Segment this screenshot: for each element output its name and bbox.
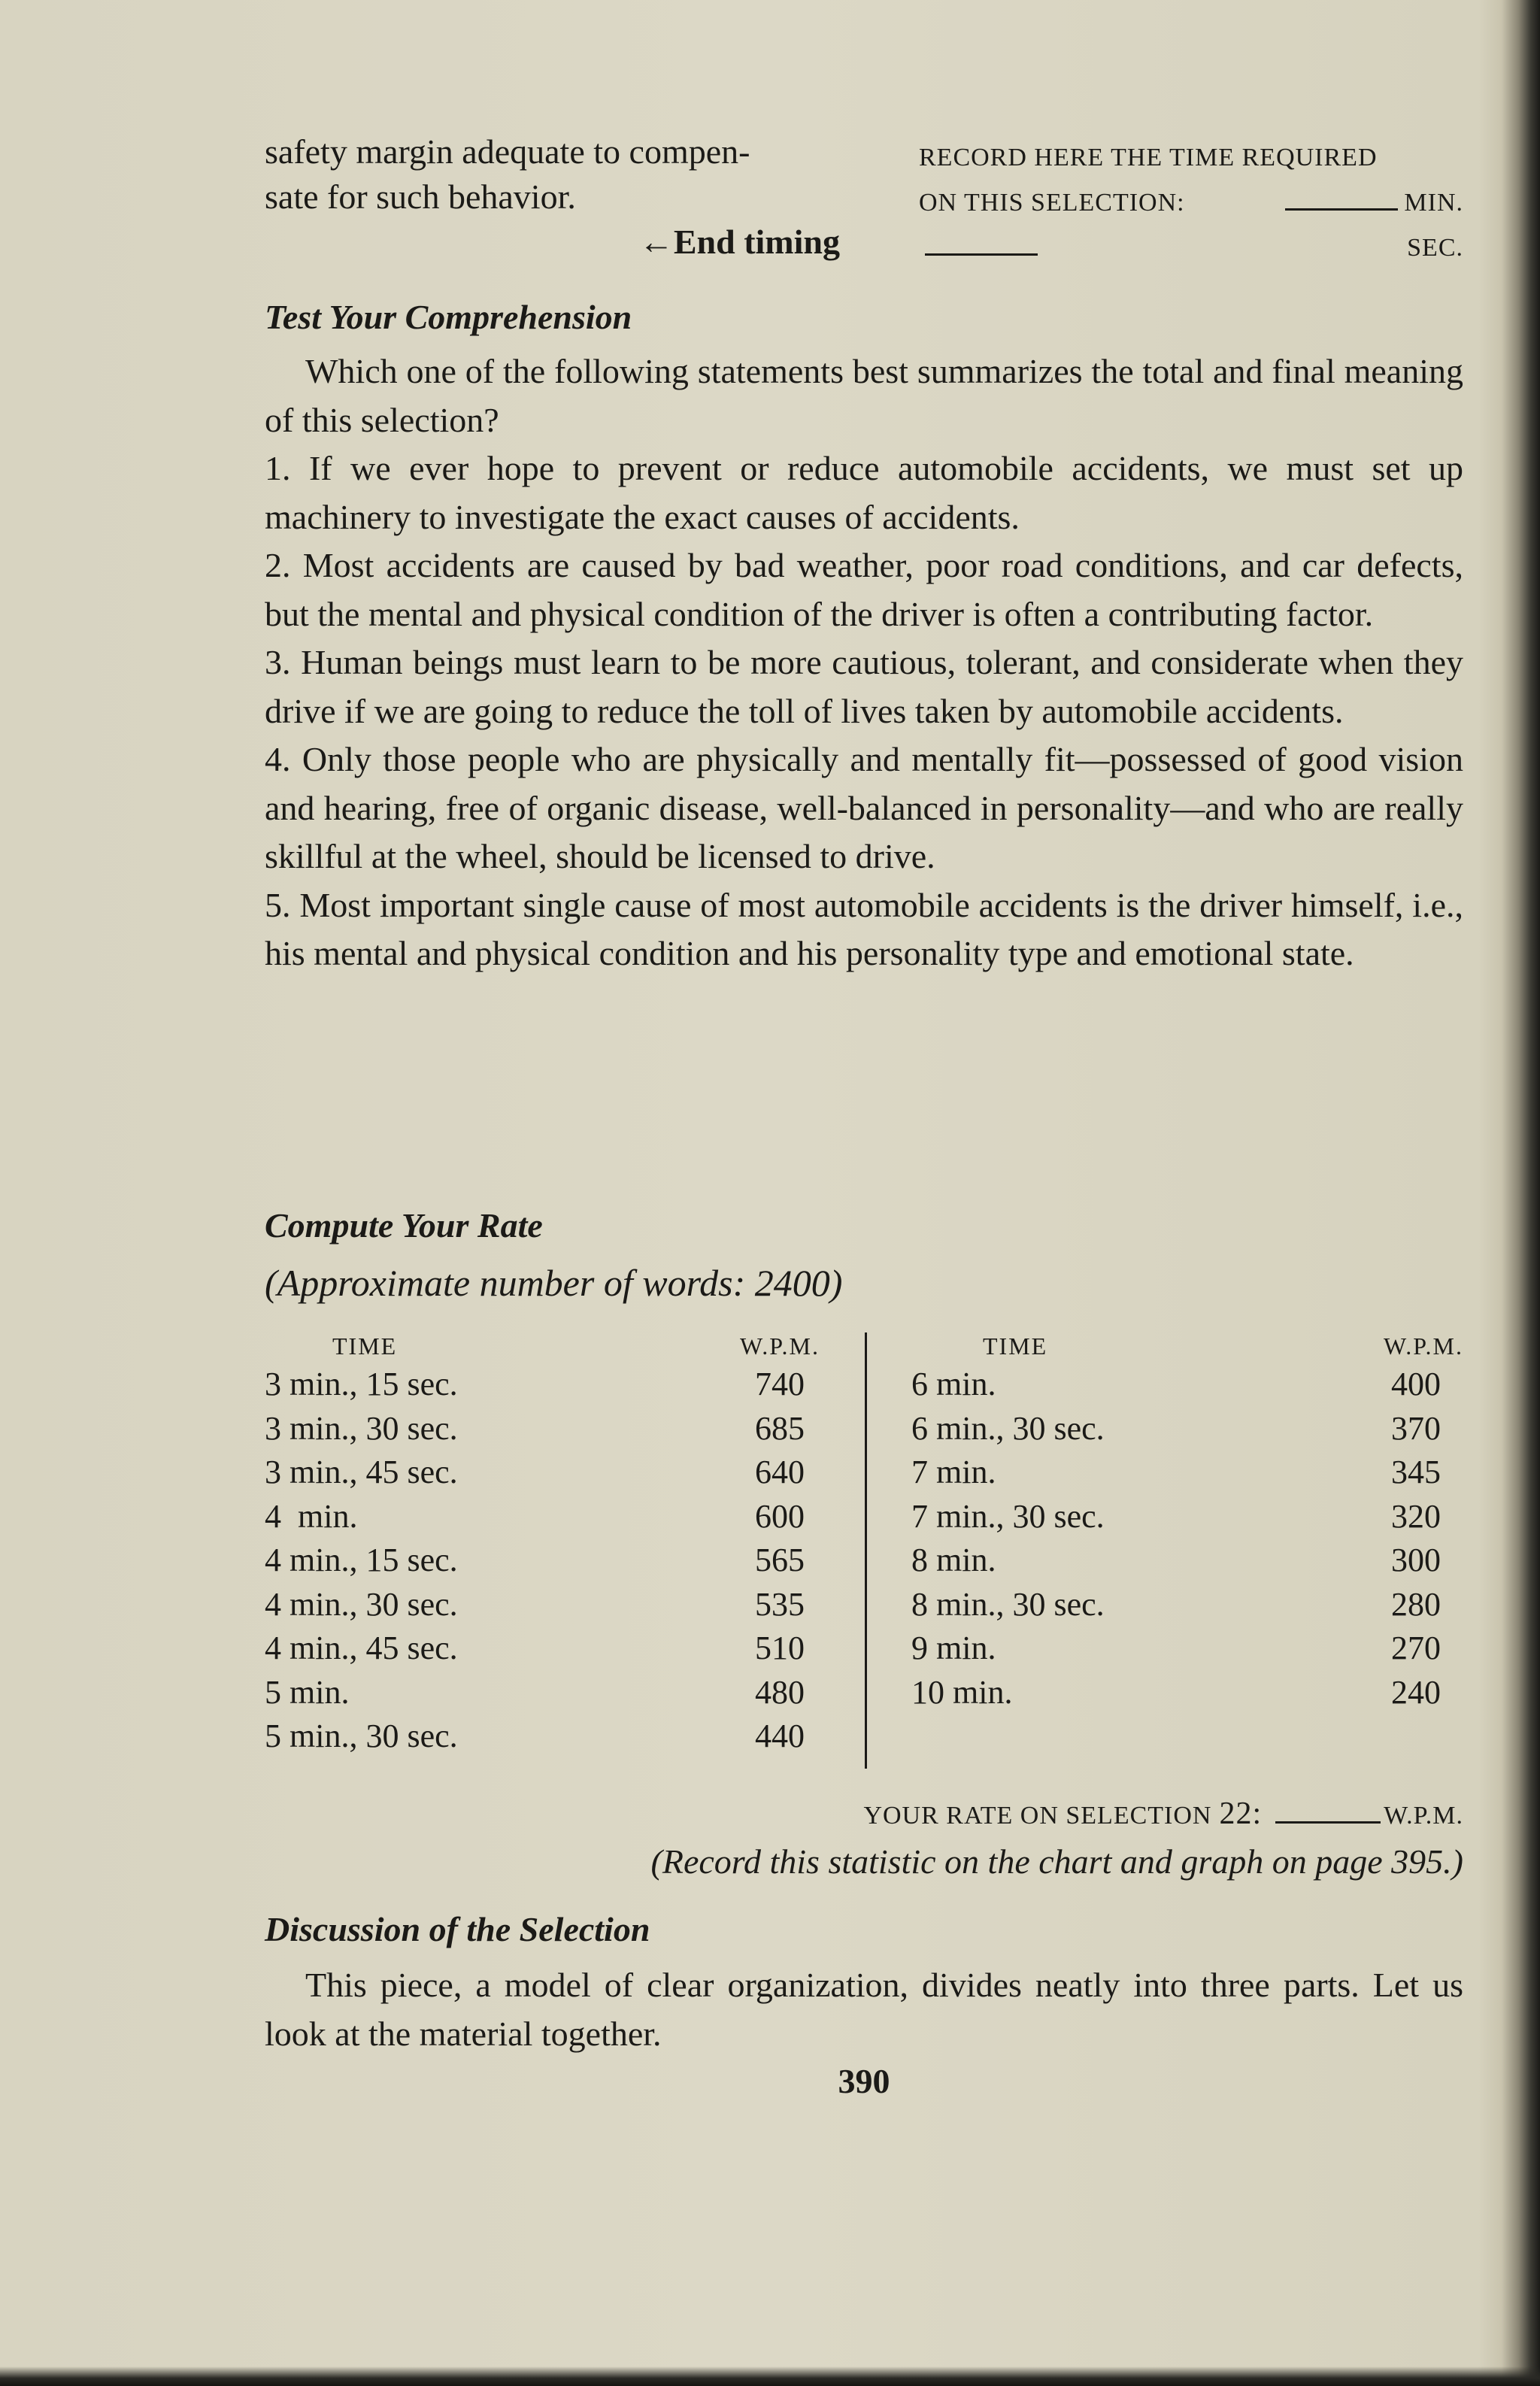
wpm-cell: 740 [755,1366,805,1402]
table-row [911,1495,1463,1539]
wpm-cell: 510 [755,1630,805,1666]
table-row [265,1627,836,1671]
your-rate-label: YOUR RATE ON SELECTION [863,1802,1212,1830]
table-row [265,1583,836,1627]
min-label: MIN. [1404,189,1463,217]
wpm-column-header: W.P.M. [740,1332,820,1360]
time-cell: 3 min., 45 sec. [265,1454,458,1490]
end-timing-marker: ←End timing [638,223,840,261]
wpm-column-header: W.P.M. [1384,1332,1463,1360]
table-row [911,1539,1463,1583]
comprehension-question: Which one of the following statements best summarizes the total and final meaning of this selection? [265,352,1463,439]
wpm-cell: 320 [1391,1497,1441,1535]
time-cell: 8 min., 30 sec. [911,1585,1105,1623]
discussion-heading: Discussion of the Selection [265,1910,650,1948]
time-cell: 3 min., 15 sec. [265,1366,458,1402]
wpm-cell: 480 [755,1673,805,1711]
wpm-cell: 400 [1391,1366,1441,1402]
time-cell: 4 min. [265,1497,358,1535]
wpm-cell: 535 [755,1585,805,1623]
time-cell: 7 min., 30 sec. [911,1497,1105,1535]
wpm-cell: 640 [755,1454,805,1490]
continued-text [265,129,851,220]
table-row [911,1363,1463,1407]
comprehension-option-1[interactable]: 1. If we ever hope to prevent or reduce automobile accidents, we must set up machinery to investigate the exact causes of accidents. [265,449,1463,536]
table-row [911,1671,1463,1715]
record-note: (Record this statistic on the chart and graph on page 395.) [650,1842,1463,1881]
wpm-cell: 565 [755,1542,805,1578]
time-column-header: TIME [983,1332,1048,1360]
table-row [265,1671,836,1715]
page-bottom-shadow [0,2366,1540,2386]
time-column-header: TIME [332,1332,398,1360]
min-record-row [919,180,1463,226]
time-cell: 7 min. [911,1454,996,1490]
comprehension-heading: Test Your Comprehension [265,298,632,336]
time-cell: 6 min. [911,1366,996,1402]
time-cell: 6 min., 30 sec. [911,1409,1105,1447]
time-cell: 4 min., 15 sec. [265,1542,458,1578]
page-number: 390 [838,2062,890,2100]
wpm-unit-label: W.P.M. [1384,1802,1463,1830]
table-row [911,1407,1463,1451]
time-cell: 5 min. [265,1673,350,1711]
table-row [265,1714,836,1759]
wpm-cell: 685 [755,1409,805,1447]
table-row [265,1539,836,1583]
table-row [265,1407,836,1451]
time-record-box [919,135,1463,271]
table-row [265,1495,836,1539]
wpm-cell: 345 [1391,1454,1441,1490]
table-row [265,1451,836,1495]
comprehension-option-2[interactable]: 2. Most accidents are caused by bad weather, poor road conditions, and car defects, but the mental and physical condition of the driver is often a contributing factor. [265,546,1463,633]
comprehension-section [265,347,1463,978]
time-cell: 3 min., 30 sec. [265,1409,458,1447]
wpm-cell: 370 [1391,1409,1441,1447]
rate-table-right [911,1332,1463,1714]
sec-label: SEC. [1407,234,1463,262]
sec-record-row [919,226,1463,271]
wpm-cell: 270 [1391,1630,1441,1666]
wpm-cell: 300 [1391,1542,1441,1578]
rate-table-left [265,1332,836,1759]
time-cell: 8 min. [911,1542,996,1578]
table-row [911,1627,1463,1671]
wpm-cell: 280 [1391,1585,1441,1623]
time-cell: 10 min. [911,1673,1013,1711]
discussion-paragraph: This piece, a model of clear organization, divides neatly into three parts. Let us look at the material together. [265,1966,1463,2053]
record-instruction: RECORD HERE THE TIME REQUIRED [919,144,1378,171]
rate-table-header [911,1332,1463,1360]
table-row [265,1363,836,1407]
approximate-word-count: (Approximate number of words: 2400) [265,1262,843,1304]
wpm-cell: 240 [1391,1673,1441,1711]
time-cell: 9 min. [911,1630,996,1666]
comprehension-option-3[interactable]: 3. Human beings must learn to be more cautious, tolerant, and considerate when they drive if we are going to reduce the toll of lives taken by automobile accidents. [265,643,1463,730]
rate-table-header [265,1332,836,1360]
comprehension-option-5[interactable]: 5. Most important single cause of most automobile accidents is the driver himself, i.e., his mental and physical condition and his personality type and emotional state. [265,885,1463,972]
wpm-cell: 440 [755,1717,805,1754]
record-instruction-line2: ON THIS SELECTION: [919,189,1185,217]
table-column-divider [865,1332,867,1769]
time-cell: 5 min., 30 sec. [265,1717,458,1754]
rate-heading: Compute Your Rate [265,1206,543,1245]
time-cell: 4 min., 45 sec. [265,1630,458,1666]
continued-text-line: safety margin adequate to compen- [265,132,750,171]
continued-text-line: sate for such behavior. [265,177,576,216]
wpm-blank-field[interactable] [1275,1799,1381,1824]
seconds-blank-field[interactable] [925,231,1038,256]
minutes-blank-field[interactable] [1285,186,1398,211]
your-rate-line [265,1796,1463,1832]
wpm-cell: 600 [755,1497,805,1535]
table-row [911,1451,1463,1495]
comprehension-option-4[interactable]: 4. Only those people who are physically and mentally fit—possessed of good vision and hearing, free of organic disease, well-balanced in personality—and who are really skillful at the wheel, should be licensed to drive. [265,740,1463,875]
selection-number: 22: [1219,1796,1263,1831]
time-cell: 4 min., 30 sec. [265,1585,458,1623]
table-row [911,1583,1463,1627]
